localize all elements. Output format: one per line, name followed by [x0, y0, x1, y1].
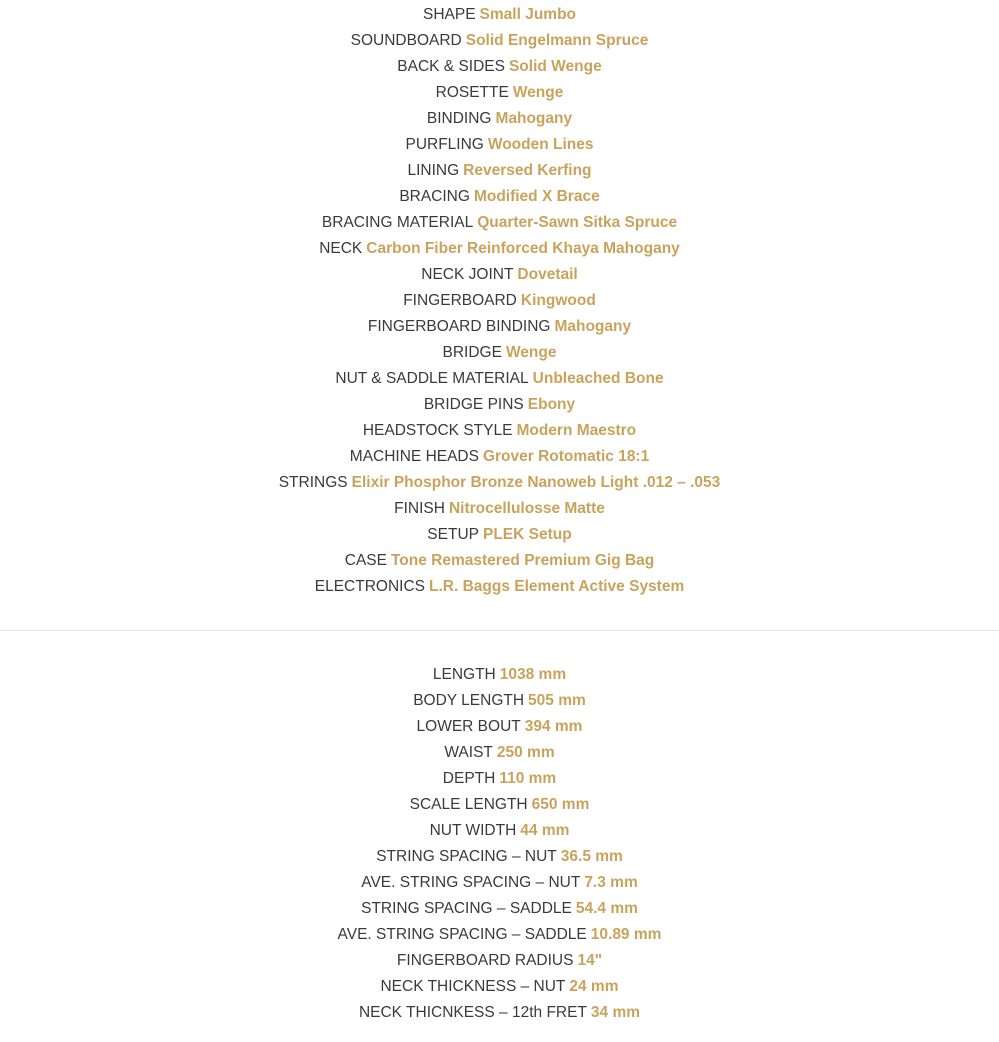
spec-value: PLEK Setup	[482, 526, 572, 543]
spec-value: 505 mm	[528, 692, 586, 709]
spec-value: 14"	[577, 952, 603, 969]
dimension-spec-row	[0, 662, 999, 688]
spec-value: Dovetail	[517, 266, 578, 283]
spec-value: Wenge	[505, 344, 557, 361]
spec-label: BACK & SIDES	[397, 58, 505, 75]
spec-label: STRINGS	[278, 474, 348, 491]
spec-label: PURFLING	[405, 136, 484, 153]
spec-label: NECK JOINT	[421, 266, 514, 283]
material-spec-row	[0, 262, 999, 288]
spec-label: BRACING MATERIAL	[321, 214, 474, 231]
spec-label: BINDING	[426, 110, 492, 127]
spec-value: Modified X Brace	[473, 188, 600, 205]
material-spec-row	[0, 184, 999, 210]
material-spec-row	[0, 392, 999, 418]
dimension-spec-row	[0, 766, 999, 792]
spec-label: FINGERBOARD BINDING	[367, 318, 551, 335]
spec-label: BRACING	[399, 188, 470, 205]
material-spec-row	[0, 54, 999, 80]
spec-label: NECK	[319, 240, 363, 257]
spec-label: DEPTH	[442, 770, 496, 787]
dimension-spec-row	[0, 688, 999, 714]
spec-label: BODY LENGTH	[413, 692, 525, 709]
spec-value: 394 mm	[524, 718, 583, 735]
material-spec-row	[0, 522, 999, 548]
spec-value: 54.4 mm	[575, 900, 638, 917]
spec-value: 650 mm	[531, 796, 590, 813]
spec-label: LENGTH	[432, 666, 496, 683]
spec-value: Elixir Phosphor Bronze Nanoweb Light .012 – .053	[351, 474, 721, 491]
spec-value: Modern Maestro	[516, 422, 637, 439]
dimension-spec-row	[0, 844, 999, 870]
spec-value: Solid Wenge	[508, 58, 602, 75]
material-spec-row	[0, 236, 999, 262]
material-spec-row	[0, 496, 999, 522]
material-spec-row	[0, 444, 999, 470]
spec-label: NUT & SADDLE MATERIAL	[335, 370, 529, 387]
spec-value: Ebony	[527, 396, 576, 413]
spec-value: Unbleached Bone	[532, 370, 664, 387]
spec-value: Small Jumbo	[479, 6, 577, 23]
spec-value: Kingwood	[520, 292, 596, 309]
material-spec-row	[0, 80, 999, 106]
dimension-spec-row	[0, 948, 999, 974]
material-spec-row	[0, 2, 999, 28]
spec-value: Reversed Kerfing	[463, 162, 592, 179]
spec-label: LOWER BOUT	[416, 718, 521, 735]
material-spec-row	[0, 340, 999, 366]
spec-value: Mahogany	[554, 318, 632, 335]
spec-label: SCALE LENGTH	[409, 796, 528, 813]
spec-label: MACHINE HEADS	[349, 448, 479, 465]
spec-value: Tone Remastered Premium Gig Bag	[390, 552, 655, 569]
spec-value: 7.3 mm	[584, 874, 638, 891]
spec-value: 250 mm	[496, 744, 555, 761]
spec-label: FINGERBOARD	[403, 292, 517, 309]
spec-value: 34 mm	[590, 1004, 641, 1021]
spec-value: 44 mm	[520, 822, 570, 839]
spec-label: FINISH	[394, 500, 445, 517]
spec-value: 36.5 mm	[560, 848, 623, 865]
section-divider	[0, 630, 999, 631]
dimension-spec-row	[0, 896, 999, 922]
spec-value: Wooden Lines	[487, 136, 594, 153]
material-spec-row	[0, 366, 999, 392]
dimension-spec-row	[0, 974, 999, 1000]
material-spec-row	[0, 28, 999, 54]
material-spec-row	[0, 574, 999, 600]
spec-label: NECK THICKNESS – NUT	[380, 978, 566, 995]
spec-value: Quarter-Sawn Sitka Spruce	[477, 214, 678, 231]
spec-value: 24 mm	[569, 978, 619, 995]
dimension-spec-row	[0, 922, 999, 948]
material-spec-row	[0, 132, 999, 158]
spec-label: ROSETTE	[435, 84, 509, 101]
material-spec-row	[0, 158, 999, 184]
material-spec-row	[0, 418, 999, 444]
material-spec-row	[0, 210, 999, 236]
spec-label: ELECTRONICS	[314, 578, 425, 595]
spec-value: Mahogany	[495, 110, 573, 127]
dimensions-spec-list	[0, 662, 999, 1026]
spec-value: Grover Rotomatic 18:1	[482, 448, 650, 465]
spec-label: BRIDGE PINS	[423, 396, 524, 413]
spec-label: STRING SPACING – SADDLE	[361, 900, 572, 917]
spec-value: Carbon Fiber Reinforced Khaya Mahogany	[366, 240, 680, 257]
spec-value: 1038 mm	[499, 666, 567, 683]
spec-label: BRIDGE	[442, 344, 502, 361]
spec-label: NECK THICNKESS – 12th FRET	[358, 1004, 587, 1021]
spec-label: LINING	[407, 162, 460, 179]
spec-value: Solid Engelmann Spruce	[465, 32, 649, 49]
spec-value: 10.89 mm	[590, 926, 662, 943]
spec-value: Nitrocellulosse Matte	[448, 500, 605, 517]
material-spec-row	[0, 314, 999, 340]
dimension-spec-row	[0, 714, 999, 740]
spec-label: FINGERBOARD RADIUS	[396, 952, 574, 969]
dimension-spec-row	[0, 818, 999, 844]
spec-value: L.R. Baggs Element Active System	[428, 578, 685, 595]
spec-label: AVE. STRING SPACING – NUT	[361, 874, 581, 891]
spec-label: SOUNDBOARD	[350, 32, 462, 49]
dimension-spec-row	[0, 792, 999, 818]
spec-label: AVE. STRING SPACING – SADDLE	[337, 926, 587, 943]
spec-label: HEADSTOCK STYLE	[362, 422, 513, 439]
spec-label: CASE	[344, 552, 387, 569]
dimension-spec-row	[0, 870, 999, 896]
spec-label: NUT WIDTH	[429, 822, 517, 839]
material-spec-row	[0, 288, 999, 314]
material-spec-row	[0, 548, 999, 574]
spec-label: SETUP	[427, 526, 479, 543]
spec-value: Wenge	[512, 84, 564, 101]
dimension-spec-row	[0, 1000, 999, 1026]
material-spec-row	[0, 106, 999, 132]
spec-label: WAIST	[444, 744, 493, 761]
spec-label: STRING SPACING – NUT	[376, 848, 557, 865]
spec-value: 110 mm	[499, 770, 557, 787]
material-spec-row	[0, 470, 999, 496]
spec-label: SHAPE	[422, 6, 476, 23]
dimension-spec-row	[0, 740, 999, 766]
